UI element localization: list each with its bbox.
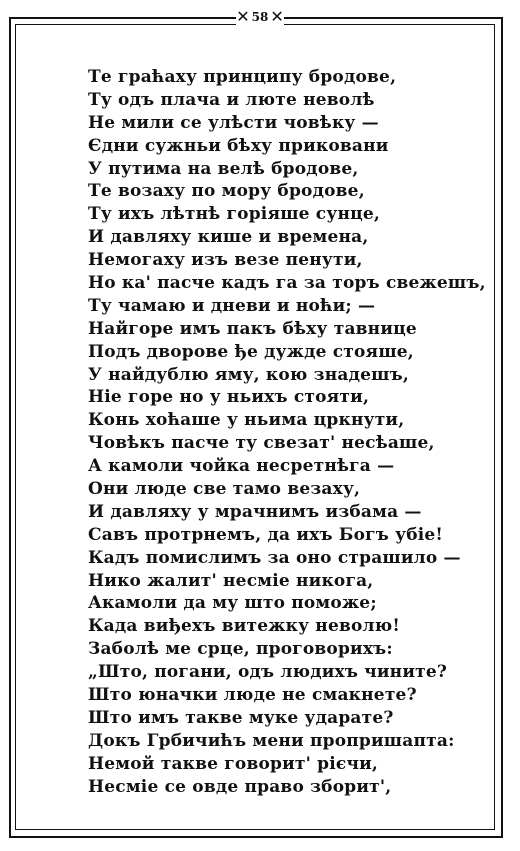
poem-line: Конь хоћаше у ньима цркнути, <box>88 410 405 431</box>
poem-line: У найдублю яму, кою знадешъ, <box>88 364 409 385</box>
poem-line: Не мили се улѣсти човѣку — <box>88 112 379 133</box>
poem-line: Ніе горе но у ньихъ стояти, <box>88 387 370 408</box>
poem-line: Заболѣ ме срце, проговорихъ: <box>88 639 393 660</box>
poem-text <box>88 66 486 799</box>
poem-line: Акамоли да му што поможе; <box>88 593 377 614</box>
poem-line: Што юначки люде не смакнете? <box>88 685 417 706</box>
poem-line: Ту одъ плача и люте неволѣ <box>88 89 375 110</box>
poem-line: Те возаху по мору бродове, <box>88 181 365 202</box>
poem-line: Докъ Грбичићъ мени пропришапта: <box>88 730 455 751</box>
poem-line: Кадъ помислимъ за оно страшило — <box>88 547 461 568</box>
poem-line: Но ка' пасче кадъ га за торъ свежешъ, <box>88 273 486 294</box>
poem-line: Човѣкъ пасче ту свезат' несѣаше, <box>88 433 435 454</box>
poem-line: И давляху кише и времена, <box>88 227 369 248</box>
poem-line: А камоли чойка несретнѣга — <box>88 456 395 477</box>
poem-line: У путима на велѣ бродове, <box>88 158 359 179</box>
page-header <box>236 6 284 28</box>
poem-line: Несміе се овде право зборит', <box>88 776 392 797</box>
poem-line: Што имъ такве муке ударате? <box>88 707 394 728</box>
ornament-left-icon: ✕ <box>236 7 250 26</box>
poem-line: Ту ихъ лѣтнѣ горіяше сунце, <box>88 204 380 225</box>
poem-line: Нико жалит' несміе никога, <box>88 570 374 591</box>
page-number: 58 <box>251 10 269 24</box>
poem-line: Немогаху изъ везе пенути, <box>88 250 363 271</box>
poem-line: „Што, погани, одъ людихъ чините? <box>88 662 448 683</box>
poem-line: Савъ протрнемъ, да ихъ Богъ убіе! <box>88 524 444 545</box>
poem-line: И давляху у мрачнимъ избама — <box>88 501 422 522</box>
poem-line: Они люде све тамо везаху, <box>88 479 361 500</box>
poem-line: Найгоре имъ пакъ бѣху тавнице <box>88 318 417 339</box>
ornament-right-icon: ✕ <box>270 7 284 26</box>
poem-line: Када виђехъ витежку неволю! <box>88 616 400 637</box>
poem-line: Немой такве говорит' рієчи, <box>88 753 379 774</box>
poem-line: Подъ дворове ђе дужде стояше, <box>88 341 414 362</box>
poem-line: Ту чамаю и дневи и ноћи; — <box>88 295 376 316</box>
poem-line: Те граћаху принципу бродове, <box>88 67 397 87</box>
poem-line: Єдни сужньи бѣху приковани <box>88 135 389 156</box>
